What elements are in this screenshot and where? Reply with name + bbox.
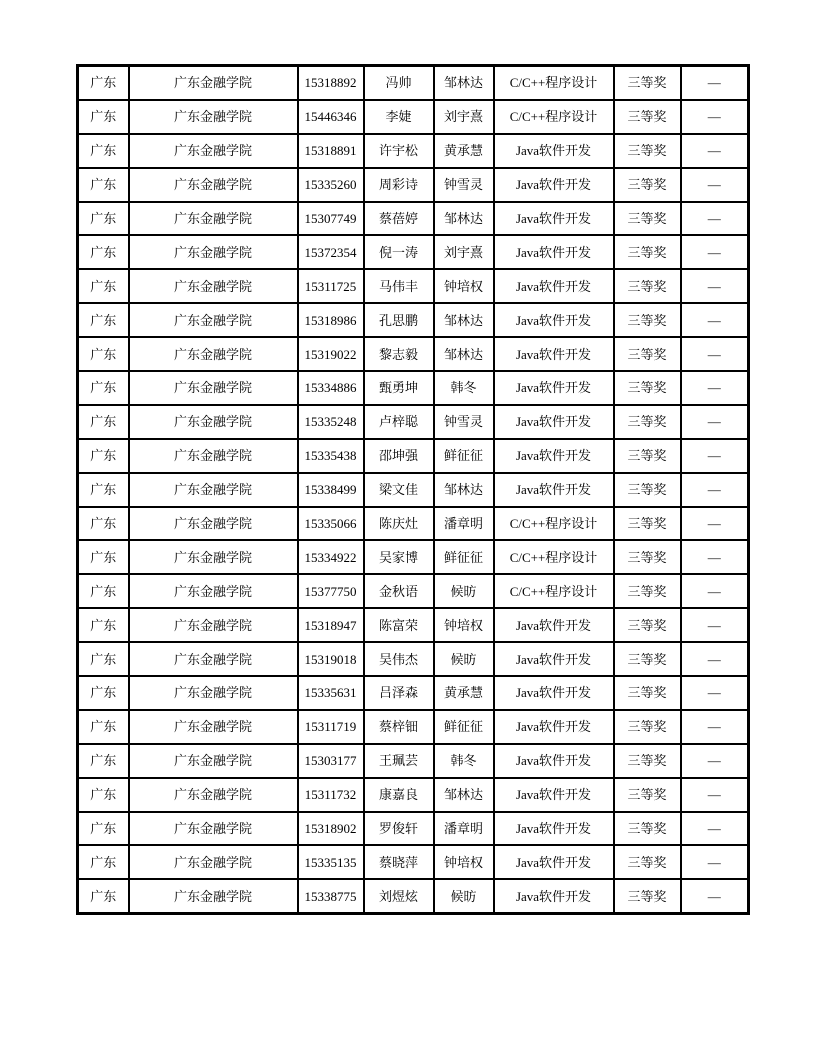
cell-province: 广东 <box>78 473 129 507</box>
cell-note: — <box>681 405 749 439</box>
cell-note: — <box>681 744 749 778</box>
cell-award-level: 三等奖 <box>614 202 681 236</box>
cell-competition-category: C/C++程序设计 <box>494 507 614 541</box>
cell-candidate-id: 15335260 <box>298 168 364 202</box>
cell-note: — <box>681 269 749 303</box>
cell-note: — <box>681 337 749 371</box>
cell-province: 广东 <box>78 540 129 574</box>
cell-note: — <box>681 473 749 507</box>
cell-competition-category: Java软件开发 <box>494 371 614 405</box>
cell-candidate-id: 15311732 <box>298 778 364 812</box>
cell-candidate-id: 15335135 <box>298 845 364 879</box>
cell-advisor-name: 邹林达 <box>434 66 494 100</box>
cell-note: — <box>681 134 749 168</box>
cell-student-name: 刘煜炫 <box>364 879 434 913</box>
cell-competition-category: Java软件开发 <box>494 879 614 913</box>
cell-note: — <box>681 439 749 473</box>
table-row <box>78 371 749 405</box>
cell-candidate-id: 15311719 <box>298 710 364 744</box>
table-row <box>78 608 749 642</box>
table-row <box>78 134 749 168</box>
cell-award-level: 三等奖 <box>614 507 681 541</box>
cell-candidate-id: 15318902 <box>298 812 364 846</box>
cell-award-level: 三等奖 <box>614 235 681 269</box>
cell-student-name: 陈庆灶 <box>364 507 434 541</box>
table-row <box>78 473 749 507</box>
table-row <box>78 269 749 303</box>
cell-student-name: 周彩诗 <box>364 168 434 202</box>
cell-province: 广东 <box>78 66 129 100</box>
cell-school: 广东金融学院 <box>129 879 298 913</box>
cell-advisor-name: 鲜征征 <box>434 439 494 473</box>
cell-competition-category: C/C++程序设计 <box>494 540 614 574</box>
cell-competition-category: Java软件开发 <box>494 269 614 303</box>
cell-award-level: 三等奖 <box>614 337 681 371</box>
cell-competition-category: Java软件开发 <box>494 778 614 812</box>
cell-note: — <box>681 66 749 100</box>
cell-note: — <box>681 168 749 202</box>
cell-school: 广东金融学院 <box>129 202 298 236</box>
award-table-body <box>78 66 749 914</box>
cell-competition-category: C/C++程序设计 <box>494 66 614 100</box>
cell-note: — <box>681 371 749 405</box>
cell-award-level: 三等奖 <box>614 66 681 100</box>
cell-competition-category: C/C++程序设计 <box>494 100 614 134</box>
cell-student-name: 倪一涛 <box>364 235 434 269</box>
cell-province: 广东 <box>78 879 129 913</box>
cell-competition-category: Java软件开发 <box>494 134 614 168</box>
cell-province: 广东 <box>78 303 129 337</box>
cell-student-name: 邵坤强 <box>364 439 434 473</box>
cell-school: 广东金融学院 <box>129 168 298 202</box>
cell-competition-category: Java软件开发 <box>494 303 614 337</box>
cell-award-level: 三等奖 <box>614 269 681 303</box>
cell-student-name: 冯帅 <box>364 66 434 100</box>
cell-province: 广东 <box>78 439 129 473</box>
cell-award-level: 三等奖 <box>614 168 681 202</box>
cell-school: 广东金融学院 <box>129 744 298 778</box>
table-row <box>78 845 749 879</box>
table-row <box>78 540 749 574</box>
cell-province: 广东 <box>78 134 129 168</box>
cell-award-level: 三等奖 <box>614 642 681 676</box>
cell-award-level: 三等奖 <box>614 574 681 608</box>
cell-candidate-id: 15318892 <box>298 66 364 100</box>
cell-school: 广东金融学院 <box>129 337 298 371</box>
cell-student-name: 吴伟杰 <box>364 642 434 676</box>
cell-province: 广东 <box>78 608 129 642</box>
cell-advisor-name: 潘章明 <box>434 507 494 541</box>
cell-advisor-name: 候昉 <box>434 642 494 676</box>
cell-award-level: 三等奖 <box>614 744 681 778</box>
cell-award-level: 三等奖 <box>614 371 681 405</box>
cell-advisor-name: 韩冬 <box>434 371 494 405</box>
cell-competition-category: Java软件开发 <box>494 235 614 269</box>
cell-student-name: 甄勇坤 <box>364 371 434 405</box>
cell-competition-category: Java软件开发 <box>494 676 614 710</box>
cell-candidate-id: 15311725 <box>298 269 364 303</box>
cell-province: 广东 <box>78 100 129 134</box>
cell-school: 广东金融学院 <box>129 845 298 879</box>
cell-student-name: 康嘉良 <box>364 778 434 812</box>
cell-province: 广东 <box>78 845 129 879</box>
cell-advisor-name: 潘章明 <box>434 812 494 846</box>
cell-school: 广东金融学院 <box>129 100 298 134</box>
cell-candidate-id: 15318891 <box>298 134 364 168</box>
cell-advisor-name: 钟培权 <box>434 845 494 879</box>
cell-school: 广东金融学院 <box>129 608 298 642</box>
cell-award-level: 三等奖 <box>614 100 681 134</box>
cell-student-name: 黎志毅 <box>364 337 434 371</box>
cell-school: 广东金融学院 <box>129 540 298 574</box>
cell-candidate-id: 15446346 <box>298 100 364 134</box>
table-row <box>78 100 749 134</box>
cell-province: 广东 <box>78 337 129 371</box>
cell-candidate-id: 15335631 <box>298 676 364 710</box>
cell-note: — <box>681 574 749 608</box>
cell-note: — <box>681 202 749 236</box>
cell-school: 广东金融学院 <box>129 676 298 710</box>
cell-note: — <box>681 235 749 269</box>
cell-province: 广东 <box>78 812 129 846</box>
cell-competition-category: Java软件开发 <box>494 642 614 676</box>
cell-candidate-id: 15372354 <box>298 235 364 269</box>
cell-student-name: 吕泽森 <box>364 676 434 710</box>
cell-advisor-name: 韩冬 <box>434 744 494 778</box>
cell-school: 广东金融学院 <box>129 574 298 608</box>
cell-advisor-name: 邹林达 <box>434 202 494 236</box>
cell-candidate-id: 15334922 <box>298 540 364 574</box>
cell-advisor-name: 黄承慧 <box>434 676 494 710</box>
cell-note: — <box>681 642 749 676</box>
cell-note: — <box>681 710 749 744</box>
cell-province: 广东 <box>78 676 129 710</box>
cell-student-name: 王珮芸 <box>364 744 434 778</box>
table-row <box>78 778 749 812</box>
cell-school: 广东金融学院 <box>129 405 298 439</box>
cell-candidate-id: 15338775 <box>298 879 364 913</box>
cell-award-level: 三等奖 <box>614 134 681 168</box>
cell-student-name: 许宇松 <box>364 134 434 168</box>
cell-advisor-name: 鲜征征 <box>434 710 494 744</box>
table-row <box>78 405 749 439</box>
cell-province: 广东 <box>78 507 129 541</box>
cell-award-level: 三等奖 <box>614 608 681 642</box>
table-row <box>78 879 749 913</box>
cell-student-name: 陈富荣 <box>364 608 434 642</box>
cell-school: 广东金融学院 <box>129 303 298 337</box>
cell-candidate-id: 15319018 <box>298 642 364 676</box>
cell-competition-category: Java软件开发 <box>494 439 614 473</box>
cell-advisor-name: 钟培权 <box>434 269 494 303</box>
award-list-table <box>76 64 750 915</box>
cell-award-level: 三等奖 <box>614 812 681 846</box>
cell-advisor-name: 邹林达 <box>434 337 494 371</box>
cell-competition-category: Java软件开发 <box>494 812 614 846</box>
cell-award-level: 三等奖 <box>614 778 681 812</box>
cell-advisor-name: 鲜征征 <box>434 540 494 574</box>
cell-advisor-name: 黄承慧 <box>434 134 494 168</box>
cell-advisor-name: 候昉 <box>434 574 494 608</box>
cell-competition-category: Java软件开发 <box>494 608 614 642</box>
cell-note: — <box>681 845 749 879</box>
table-row <box>78 66 749 100</box>
cell-school: 广东金融学院 <box>129 235 298 269</box>
cell-candidate-id: 15319022 <box>298 337 364 371</box>
cell-advisor-name: 钟雪灵 <box>434 405 494 439</box>
table-row <box>78 202 749 236</box>
cell-note: — <box>681 812 749 846</box>
table-row <box>78 812 749 846</box>
table-row <box>78 676 749 710</box>
cell-candidate-id: 15335248 <box>298 405 364 439</box>
cell-province: 广东 <box>78 235 129 269</box>
cell-note: — <box>681 100 749 134</box>
cell-province: 广东 <box>78 778 129 812</box>
cell-note: — <box>681 303 749 337</box>
cell-province: 广东 <box>78 269 129 303</box>
cell-school: 广东金融学院 <box>129 269 298 303</box>
cell-advisor-name: 邹林达 <box>434 778 494 812</box>
cell-student-name: 马伟丰 <box>364 269 434 303</box>
table-row <box>78 439 749 473</box>
table-row <box>78 337 749 371</box>
cell-note: — <box>681 608 749 642</box>
cell-advisor-name: 邹林达 <box>434 303 494 337</box>
cell-province: 广东 <box>78 405 129 439</box>
cell-province: 广东 <box>78 744 129 778</box>
cell-candidate-id: 15303177 <box>298 744 364 778</box>
cell-candidate-id: 15318986 <box>298 303 364 337</box>
cell-competition-category: Java软件开发 <box>494 845 614 879</box>
cell-candidate-id: 15377750 <box>298 574 364 608</box>
cell-student-name: 李婕 <box>364 100 434 134</box>
cell-province: 广东 <box>78 574 129 608</box>
cell-candidate-id: 15307749 <box>298 202 364 236</box>
cell-award-level: 三等奖 <box>614 879 681 913</box>
table-row <box>78 642 749 676</box>
cell-competition-category: Java软件开发 <box>494 744 614 778</box>
cell-student-name: 蔡蓓婷 <box>364 202 434 236</box>
cell-school: 广东金融学院 <box>129 642 298 676</box>
cell-student-name: 孔思鹏 <box>364 303 434 337</box>
cell-school: 广东金融学院 <box>129 507 298 541</box>
table-row <box>78 574 749 608</box>
cell-competition-category: Java软件开发 <box>494 202 614 236</box>
cell-student-name: 蔡晓萍 <box>364 845 434 879</box>
cell-advisor-name: 刘宇熹 <box>434 100 494 134</box>
cell-province: 广东 <box>78 642 129 676</box>
cell-advisor-name: 候昉 <box>434 879 494 913</box>
cell-competition-category: Java软件开发 <box>494 710 614 744</box>
cell-award-level: 三等奖 <box>614 303 681 337</box>
table-row <box>78 507 749 541</box>
cell-award-level: 三等奖 <box>614 676 681 710</box>
cell-competition-category: Java软件开发 <box>494 405 614 439</box>
cell-school: 广东金融学院 <box>129 473 298 507</box>
table-row <box>78 168 749 202</box>
cell-province: 广东 <box>78 710 129 744</box>
cell-school: 广东金融学院 <box>129 66 298 100</box>
cell-advisor-name: 钟培权 <box>434 608 494 642</box>
table-row <box>78 710 749 744</box>
cell-note: — <box>681 778 749 812</box>
cell-school: 广东金融学院 <box>129 710 298 744</box>
cell-note: — <box>681 507 749 541</box>
cell-competition-category: Java软件开发 <box>494 337 614 371</box>
cell-competition-category: Java软件开发 <box>494 473 614 507</box>
cell-advisor-name: 邹林达 <box>434 473 494 507</box>
cell-school: 广东金融学院 <box>129 134 298 168</box>
cell-candidate-id: 15334886 <box>298 371 364 405</box>
cell-student-name: 金秋语 <box>364 574 434 608</box>
cell-advisor-name: 钟雪灵 <box>434 168 494 202</box>
cell-student-name: 梁文佳 <box>364 473 434 507</box>
cell-competition-category: C/C++程序设计 <box>494 574 614 608</box>
cell-award-level: 三等奖 <box>614 405 681 439</box>
cell-competition-category: Java软件开发 <box>494 168 614 202</box>
table-row <box>78 303 749 337</box>
cell-advisor-name: 刘宇熹 <box>434 235 494 269</box>
table-row <box>78 744 749 778</box>
cell-province: 广东 <box>78 168 129 202</box>
cell-award-level: 三等奖 <box>614 439 681 473</box>
cell-candidate-id: 15335066 <box>298 507 364 541</box>
cell-province: 广东 <box>78 202 129 236</box>
cell-school: 广东金融学院 <box>129 778 298 812</box>
cell-school: 广东金融学院 <box>129 439 298 473</box>
cell-note: — <box>681 879 749 913</box>
table-row <box>78 235 749 269</box>
cell-candidate-id: 15338499 <box>298 473 364 507</box>
cell-school: 广东金融学院 <box>129 371 298 405</box>
cell-school: 广东金融学院 <box>129 812 298 846</box>
cell-award-level: 三等奖 <box>614 473 681 507</box>
cell-note: — <box>681 676 749 710</box>
cell-award-level: 三等奖 <box>614 710 681 744</box>
cell-student-name: 卢梓聪 <box>364 405 434 439</box>
cell-province: 广东 <box>78 371 129 405</box>
cell-student-name: 吴家博 <box>364 540 434 574</box>
cell-award-level: 三等奖 <box>614 845 681 879</box>
cell-student-name: 蔡梓钿 <box>364 710 434 744</box>
cell-student-name: 罗俊轩 <box>364 812 434 846</box>
cell-candidate-id: 15318947 <box>298 608 364 642</box>
cell-award-level: 三等奖 <box>614 540 681 574</box>
cell-note: — <box>681 540 749 574</box>
cell-candidate-id: 15335438 <box>298 439 364 473</box>
